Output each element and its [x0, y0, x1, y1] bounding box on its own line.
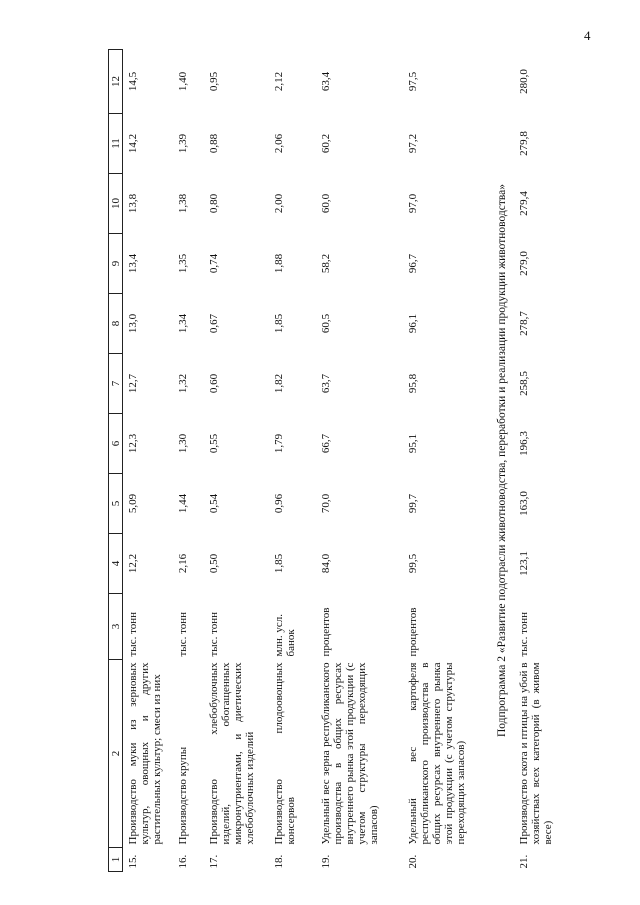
column-number: 2: [109, 660, 123, 848]
value-cell: 95,8: [407, 373, 419, 394]
column-number: 10: [109, 174, 123, 234]
value-cell: 60,5: [320, 313, 332, 334]
value-cell: 12,2: [127, 553, 139, 574]
value-cell: 0,67: [208, 313, 220, 334]
page-number: 4: [584, 28, 591, 43]
value-cell: 196,3: [518, 431, 530, 456]
column-number: 6: [109, 414, 123, 474]
indicator-name: Производство хлебобулочных изделий, обогащенных микронутриентами, и диетических хлебобулочных изделий: [208, 662, 256, 845]
value-cell: 0,55: [208, 433, 220, 454]
value-cell: 1,40: [177, 71, 189, 92]
value-cell: 84,0: [320, 553, 332, 574]
value-cell: 14,2: [127, 133, 139, 154]
value-cell: 163,0: [518, 491, 530, 516]
indicator-name: Производство муки из зерновых культур, овощных и других растительных культур; смеси из них: [127, 662, 163, 845]
value-cell: 63,4: [320, 71, 332, 92]
value-cell: 279,4: [518, 191, 530, 216]
value-cell: 12,7: [127, 373, 139, 394]
value-cell: 2,00: [273, 193, 285, 214]
column-number: 1: [109, 848, 123, 872]
value-cell: 99,7: [407, 493, 419, 514]
value-cell: 63,7: [320, 373, 332, 394]
row-number: 17.: [208, 854, 220, 869]
value-cell: 1,39: [177, 133, 189, 154]
value-cell: 1,34: [177, 313, 189, 334]
value-cell: 0,96: [273, 493, 285, 514]
value-cell: 60,2: [320, 133, 332, 154]
subprogram-heading-row: [490, 50, 514, 872]
unit-cell: тыс. тонн: [208, 611, 220, 657]
value-cell: 1,30: [177, 433, 189, 454]
value-cell: 258,5: [518, 371, 530, 396]
row-number: 16.: [177, 854, 189, 869]
value-cell: 1,85: [273, 553, 285, 574]
value-cell: 0,88: [208, 133, 220, 154]
table-row: [316, 50, 403, 872]
column-number: 12: [109, 50, 123, 114]
table-row: [269, 50, 316, 872]
column-number: 8: [109, 294, 123, 354]
value-cell: 70,0: [320, 493, 332, 514]
value-cell: 1,85: [273, 313, 285, 334]
indicator-name: Удельный вес картофеля республиканского производства в общих ресурсах внутреннего рынка этой продукции (с учетом структуры переходящих запасов): [407, 662, 467, 845]
value-cell: 60,0: [320, 193, 332, 214]
column-number: 3: [109, 594, 123, 660]
value-cell: 278,7: [518, 311, 530, 336]
row-number: 19.: [320, 854, 332, 869]
value-cell: 96,1: [407, 313, 419, 334]
value-cell: 99,5: [407, 553, 419, 574]
table-row: [514, 50, 565, 872]
value-cell: 0,50: [208, 553, 220, 574]
table-row: [403, 50, 490, 872]
unit-cell: млн. усл. банок: [273, 614, 297, 657]
column-number: 5: [109, 474, 123, 534]
value-cell: 1,44: [177, 493, 189, 514]
value-cell: 96,7: [407, 253, 419, 274]
value-cell: 2,12: [273, 71, 285, 92]
unit-cell: процентов: [407, 607, 419, 657]
value-cell: 280,0: [518, 69, 530, 94]
value-cell: 13,8: [127, 193, 139, 214]
value-cell: 0,80: [208, 193, 220, 214]
value-cell: 97,2: [407, 133, 419, 154]
row-number: 20.: [407, 854, 419, 869]
value-cell: 58,2: [320, 253, 332, 274]
value-cell: 1,88: [273, 253, 285, 274]
table-row: [204, 50, 269, 872]
value-cell: 13,0: [127, 313, 139, 334]
value-cell: 1,82: [273, 373, 285, 394]
value-cell: 66,7: [320, 433, 332, 454]
column-number: 7: [109, 354, 123, 414]
table-row: [173, 50, 204, 872]
row-number: 21.: [518, 854, 530, 869]
value-cell: 0,74: [208, 253, 220, 274]
value-cell: 279,0: [518, 251, 530, 276]
indicator-name: Удельный вес зерна республиканского производства в общих ресурсах внутреннего рынка этой продукции (с учетом структуры переходящих запасов): [320, 662, 380, 845]
indicator-name: Производство плодоовощных консервов: [273, 662, 297, 845]
column-number: 4: [109, 534, 123, 594]
value-cell: 97,0: [407, 193, 419, 214]
column-number-row: [109, 50, 123, 872]
value-cell: 0,54: [208, 493, 220, 514]
value-cell: 0,95: [208, 71, 220, 92]
value-cell: 95,1: [407, 433, 419, 454]
value-cell: 12,3: [127, 433, 139, 454]
value-cell: 1,32: [177, 373, 189, 394]
table-row: [123, 50, 174, 872]
value-cell: 2,16: [177, 553, 189, 574]
column-number: 9: [109, 234, 123, 294]
subprogram-heading: Подпрограмма 2 «Развитие подотрасли животноводства, переработки и реализации продукции животноводства»: [496, 183, 508, 738]
value-cell: 1,38: [177, 193, 189, 214]
indicator-table: [108, 49, 565, 872]
value-cell: 2,06: [273, 133, 285, 154]
unit-cell: процентов: [320, 607, 332, 657]
value-cell: 97,5: [407, 71, 419, 92]
column-number: 11: [109, 114, 123, 174]
value-cell: 5,09: [127, 493, 139, 514]
value-cell: 14,5: [127, 71, 139, 92]
value-cell: 1,79: [273, 433, 285, 454]
value-cell: 123,1: [518, 551, 530, 576]
indicator-name: Производство крупы: [177, 746, 189, 845]
value-cell: 279,8: [518, 131, 530, 156]
unit-cell: тыс. тонн: [127, 611, 139, 657]
unit-cell: тыс. тонн: [518, 611, 530, 657]
row-number: 18.: [273, 854, 285, 869]
row-number: 15.: [127, 854, 139, 869]
value-cell: 1,35: [177, 253, 189, 274]
value-cell: 0,60: [208, 373, 220, 394]
unit-cell: тыс. тонн: [177, 611, 189, 657]
rotated-sheet: [108, 32, 578, 872]
indicator-name: Производство скота и птицы на убой в хозяйствах всех категорий (в живом весе): [518, 662, 554, 845]
value-cell: 13,4: [127, 253, 139, 274]
